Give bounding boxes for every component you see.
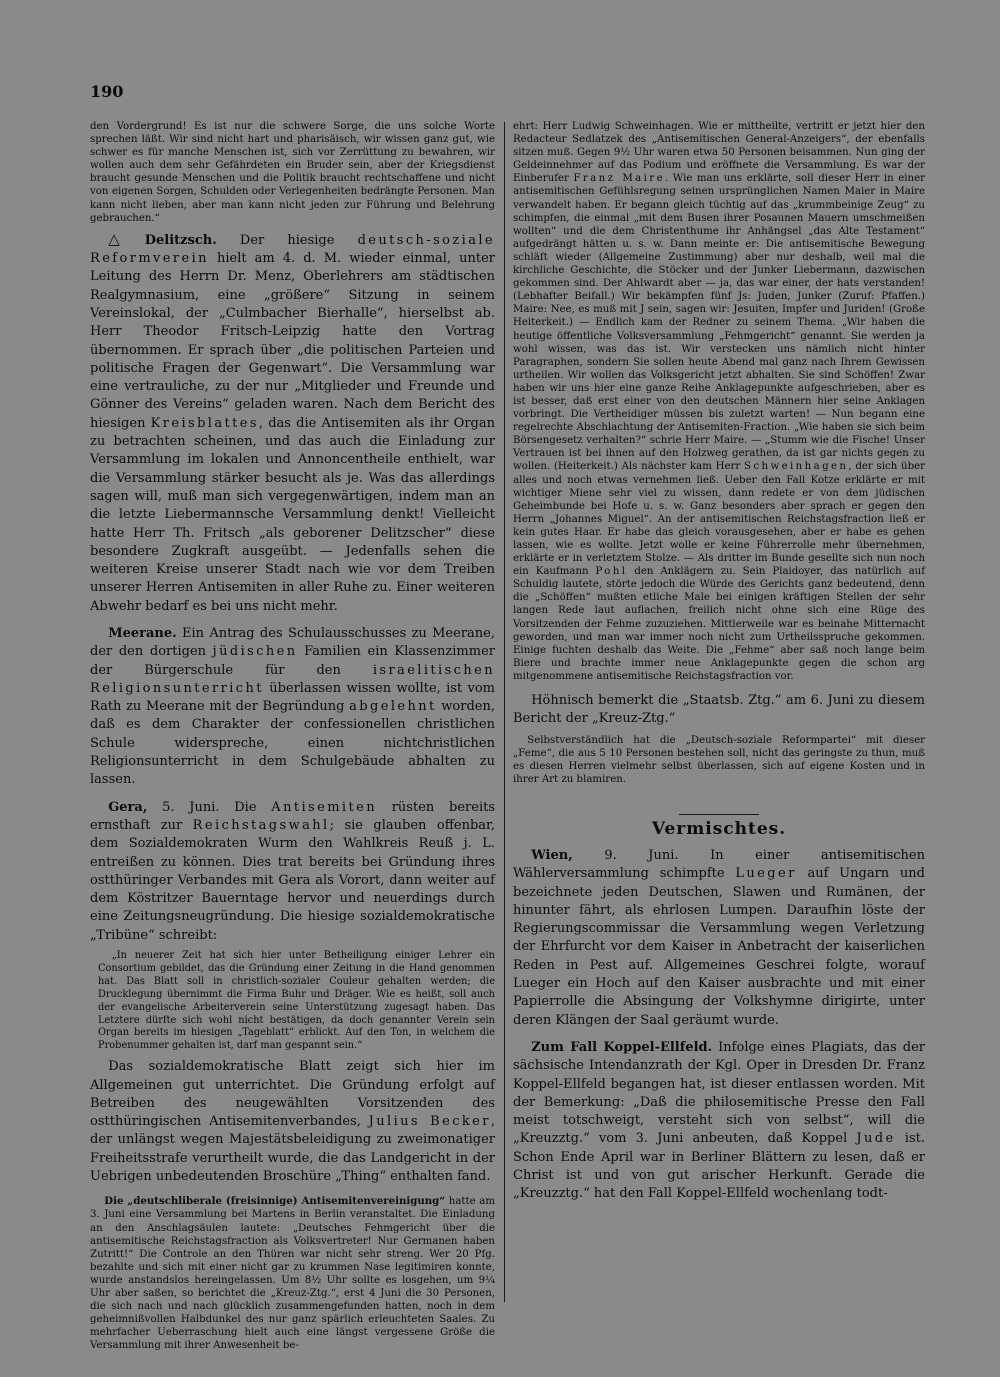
- article-meerane: [90, 625, 495, 790]
- staatsb-quote: Selbstverständlich hat die „Deutsch-soziale Reformpartei“ mit dieser „Feme“, die aus 5 10 Personen bestehen soll, nicht das geringste zu thun, muß es diesen Herren vielmehr selbst überlassen, sich auf eigene Kosten und in ihrer Art zu blamiren.: [513, 734, 925, 785]
- spaced-term: Jude: [856, 1131, 896, 1147]
- spaced-term: Franz Maire: [573, 173, 665, 185]
- dateline-wien: Wien,: [531, 848, 573, 863]
- spaced-term: Schweinhagen: [744, 461, 849, 473]
- text-segment: Familien ein Klassenzimmer der Bürgerschule für den: [90, 644, 495, 678]
- dateline-delitzsch: Delitzsch.: [144, 232, 217, 248]
- text-segment: worden, daß es dem Charakter der confessionellen christlichen Schule widerspreche, einen nichtchristlichen Religionsunterricht in dem Schulgebäude abhalten zu lassen.: [90, 699, 495, 788]
- text-segment: Infolge eines Plagiats, das der sächsische Intendanzrath der Kgl. Oper in Dresden Dr. Franz Koppel-Ellfeld begangen hat, ist dieser entlassen worden. Mit der Bemerkung: „Daß die philosemitische Presse den Fall meist totschweigt, versteht sich von selbst“, will die „Kreuzztg.“ vom 3. Juni anbeuten, daß Koppel: [513, 1039, 925, 1147]
- triangle-symbol: △: [108, 229, 139, 248]
- spaced-term: Lueger: [735, 866, 797, 882]
- column-divider: [504, 122, 505, 1302]
- text-segment: überlassen wissen wollte, ist vom Rath zu Meerane mit der Begründung: [90, 680, 495, 715]
- text-segment: Das sozialdemokratische Blatt zeigt sich hier im Allgemeinen gut unterrichtet. Die Gründung erfolgt auf Betreiben des neugewählten Vorsitzenden des ostthüringischen Antisemitenverbandes,: [90, 1059, 495, 1130]
- text-segment: 9. Juni. In einer antisemitischen Wählerversammlung schimpfte: [513, 848, 925, 882]
- article-gera: [90, 799, 495, 945]
- page-number: 190: [90, 82, 124, 101]
- section-title: Vermischtes.: [651, 819, 787, 839]
- spaced-term: deutsch-soziale Reformverein: [90, 232, 495, 267]
- text-segment: , das die Antisemiten als ihr Organ zu betrachten scheinen, und das auch die Einladung zur Versammlung im lokalen und Annoncentheile enthielt, war die Versammlung stärker besucht als je. Was das allerdings sagen will, muß man sich vergegenwärtigen, indem man an die letzte Liebermannsche Versammlung denkt! Vielleicht hatte Herr Th. Fritsch „als geborener Delitzscher“ diese besondere Zugkraft ausgeübt. — Jedenfalls sehen die weiteren Kreise unserer Stadt nach wie vor dem Treiben unserer Herren Antisemiten in aller Ruhe zu. Einer weiteren Abwehr bedarf es bei uns nicht mehr.: [90, 415, 495, 614]
- spaced-term: Pohl: [595, 566, 628, 578]
- text-segment: ist. Schon Ende April war in Berliner Blättern zu lesen, daß er Christ ist und von gut arischer Herkunft. Gerade die „Kreuzztg.“ hat den Fall Koppel-Ellfeld wochenlang todt-: [513, 1131, 925, 1202]
- spaced-term: abgelehnt: [349, 699, 437, 715]
- text-segment: ehrt: Herr Ludwig Schweinhagen. Wie er mittheilte, vertritt er jetzt hier den Redacteur Sedlatzek des „Antisemitischen General-Anzeigers“, der ebenfalls sitzen muß. Gegen 9½ Uhr waren etwa 50 Personen beisammen. Nun ging der Geldeinnehmer auf das Podium und eröffnete die Versammlung. Es war der Einberufer: [513, 121, 925, 185]
- spaced-term: israelitischen Religionsunterricht: [90, 662, 495, 696]
- text-segment: . Wie man uns erklärte, soll dieser Herr in einer antisemitischen Gefühlsregung seinen ursprünglichen Namen Maier in Maire verwandelt haben. Er begann gleich tüchtig auf das „krummbeinige Zeug“ zu schimpfen, die einmal „mit dem Busen ihrer Posaunen Mauern umschmeißen wollten“ und die dem Christenthume ihr Anhängsel „das Alte Testament“ aufgedrängt hätten u. s. w. Dann meinte er: Die antisemitische Bewegung schläft wieder (Allgemeine Zustimmung) aber nur deshalb, weil mal die kirchliche Geschichte, die Stöcker und der Junker Liebermann, dazwischen gekommen sind. Der Ahlwardt aber — ja, das war einer, der hats verstanden! (Lebhafter Beifall.) Wir bekämpfen fünf Js: Juden, Junker (Zuruf: Pfaffen.) Maire: Nee, es muß mit J sein, sagen wir: Jesuiten, Impfer und Juriden! (Große Heiterkeit.) — Endlich kam der Redner zu seinem Thema. „Wir haben die heutige öffentliche Volksversammlung „Fehmgericht“ genannt. Sie werden ja wohl wissen, was das ist. Wir verstecken uns nämlich nicht hinter Paragraphen, sondern Sie sollen heute Abend mal ganz nach Ihrem Gewissen urtheilen. Wir wollen das Volksgericht jetzt abhalten. Sie sind Schöffen! Zwar haben wir uns hier eine ganze Reihe Anklagepunkte aufgeschrieben, aber es ist besser, daß erst einer von den deutschen Männern hier seine Anklagen vorbringt. Die Vertheidiger müssen bis zuletzt warten! — Nun begann eine regelrechte Abschlachtung der Antisemiten-Fraction. „Wie haben sie sich beim Börsengesetz verhalten?“ schrie Herr Maire. — „Stumm wie die Fische! Unser Vertrauen ist bei ihnen auf den Holzweg gerathen, da ist gar nichts gegen zu wollen. (Heiterkeit.) Als nächster kam Herr: [513, 173, 925, 473]
- article-antisemitenvereinigung: [90, 1195, 495, 1352]
- staatsb-comment: Höhnisch bemerkt die „Staatsb. Ztg.“ am 6. Juni zu diesem Bericht der „Kreuz-Ztg.“: [513, 693, 925, 727]
- headline-koppel-ellfeld: Zum Fall Koppel-Ellfeld.: [531, 1039, 713, 1055]
- text-segment: auf Ungarn und bezeichnete jeden Deutschen, Slawen und Rumänen, der hinunter fährt, als ehrlosen Lumpen. Daraufhin löste der Regierungscommissar die Versammlung wegen Verletzung der Ehrfurcht vor dem Kaiser in Anbetracht der kaiserlichen Reden in Pest auf. Allgemeines Geschrei folgte, worauf Lueger ein Hoch auf den Kaiser ausbrachte und mit einer Papierrolle die Absingung der Volkshymne dirigirte, unter deren Klängen der Saal geräumt wurde.: [513, 866, 925, 1028]
- article-wien: [513, 847, 925, 1030]
- article-continuation: den Vordergrund! Es ist nur die schwere Sorge, die uns solche Worte sprechen läßt. Wir sind nicht hart und pharisäisch, wir wissen ganz gut, wie schwer es für manche Menschen ist, sich vor Zerrüttung zu bewahren, wir wollen auch dem sehr Gefährdeten ein Bruder sein, aber der Kriegsdienst braucht gesunde Menschen und die Politik braucht rechtschaffene und nicht von eigenen Sorgen, Schulden oder Verlegenheiten bedrängte Personen. Man kann nicht lieben, aber man kann nicht jeden zur Führung und Belehrung gebrauchen.“: [90, 121, 495, 224]
- article-koppel-ellfeld: [513, 1039, 925, 1204]
- text-segment: , der sich über alles und noch etwas vernehmen ließ. Ueber den Fall Kotze erklärte er mit wichtiger Miene sehr viel zu wissen, dann redete er von dem jüdischen Geheimbunde bei Hofe u. s. w. Ganz besonders aber sprach er gegen den Herrn „Johannes Miguel“. An der antisemitischen Reichstagsfraction ließ er kein gutes Haar. Er habe das gleich vorausgesehen, aber er habe es gehen lassen, wie es wollte. Jetzt wolle er keine Führerrolle mehr übernehmen, erklärte er in verletztem Stolze. — Als dritter im Bunde gesellte sich nun noch ein Kaufmann: [513, 461, 925, 578]
- text-segment: rüsten bereits ernsthaft zur: [90, 799, 495, 833]
- quoted-passage: „In neuerer Zeit hat sich hier unter Betheiligung einiger Lehrer ein Consortium gebildet, das die Gründung einer Zeitung in die Hand genommen hat. Das Blatt soll in christlich-sozialer Couleur gehalten werden; die Drucklegung übernimmt die Firma Buhr und Dräger. Wie es heißt, soll auch der evangelische Arbeiterverein seine Unterstützung zugesagt haben. Das Letztere dürfte sich wohl nicht bestätigen, da doch genannter Verein sein Organ bereits im hiesigen „Tageblatt“ erblickt. Auf den Ton, in welchem die Probenummer gehalten ist, darf man gespannt sein.“: [98, 950, 495, 1052]
- spaced-term: jüdischen: [212, 644, 298, 660]
- text-segment: 5. Juni. Die: [147, 799, 272, 815]
- spaced-term: Julius Becker: [368, 1114, 491, 1130]
- dateline-meerane: Meerane.: [108, 625, 177, 641]
- text-segment: hatte am 3. Juni eine Versammlung bei Martens in Berlin veranstaltet. Die Einladung an den Anschlagsäulen lautete: „Deutsches Fehmgericht über die antisemitische Reichstagsfraction als Volksvertreter! Nur Germanen haben Zutritt!“ Die Controle an den Thüren war nicht sehr streng. Wer 20 Pfg. bezahlte und sich mit einer nicht gar zu krummen Nase legitimiren konnte, wurde anstandslos hereingelassen. Um 8½ Uhr sollte es losgehen, um 9¼ Uhr aber saßen, so berichtet die „Kreuz-Ztg.“, erst 4 Juni die 30 Personen, die sich nach und nach glücklich zusammengefunden hatten, noch in dem geheimnißvollen Halbdunkel des nur ganz spärlich erleuchteten Saales. Zu mehrfacher Ueberraschung hielt auch eine längst vergessene Größe die Versammlung mit ihrer Anwesenheit be-: [90, 1196, 495, 1352]
- right-column: [513, 120, 925, 1204]
- spaced-term: Reichstagswahl: [192, 817, 330, 833]
- article-fehmgericht-continuation: [513, 120, 925, 683]
- spaced-term: Antisemiten: [271, 799, 377, 815]
- text-segment: , der unlängst wegen Majestätsbeleidigung zu zweimonatiger Freiheitsstrafe verurtheilt wurde, die das Landgericht in der Uebrigen unbedeutenden Broschüre „Thing“ enthalten fand.: [90, 1114, 495, 1185]
- article-delitzsch: [90, 230, 495, 616]
- section-rule: [679, 814, 759, 815]
- text-segment: Der hiesige: [216, 232, 358, 248]
- text-segment: hielt am 4. d. M. wieder einmal, unter Leitung des Herrn Dr. Menz, Oberlehrers am städtischen Realgymnasium, eine „größere“ Sitzung in seinem Vereinslokal, der „Culmbacher Bierhalle“, hierselbst ab. Herr Theodor Fritsch-Leipzig hatte den Vortrag übernommen. Er sprach über „die politischen Parteien und politische Fragen der Gegenwart“. Die Versammlung war eine vertrauliche, zu der nur „Mitglieder und Freunde und Gönner des Vereins“ geladen waren. Nach dem Bericht des hiesigen: [90, 251, 495, 431]
- headline-antisemitenvereinigung: Die „deutschliberale (freisinnige) Antisemitenvereinigung“: [104, 1195, 446, 1208]
- spaced-term: Kreisblattes: [150, 415, 259, 431]
- text-segment: ; sie glauben offenbar, dem Sozialdemokraten Wurm den Wahlkreis Reuß j. L. entreißen zu können. Dies trat bereits bei Gründung ihres ostthüringer Verbandes mit Gera als Vorort, dann weiter auf dem Köstritzer Bauerntage hervor und neuerdings durch eine Zeitungsneugründung. Die hiesige sozialdemokratische „Tribüne“ schreibt:: [90, 817, 495, 943]
- left-column: [90, 120, 495, 1352]
- text-segment: den Anklägern zu. Sein Plaidoyer, das natürlich auf Schuldig lautete, störte jedoch die Würde des Gerichts ganz bedeutend, denn die „Schöffen“ mußten etliche Male bei einigen kräftigen Stellen der sehr langen Rede laut auflachen, freilich nicht ohne sich eine Rüge des Vorsitzenden der Fehme zuzuziehen. Mittlerweile war es beinahe Mitternacht geworden, und man war immer noch nicht zum Urtheilsspruche gekommen. Einige fuchten deshalb das Weite. Die „Fehme“ aber saß noch lange beim Biere und brachte immer neue Anklagepunkte gegen die schon arg mitgenommene antisemitische Reichstagsfraction vor.: [513, 566, 925, 682]
- dateline-gera: Gera,: [108, 799, 148, 815]
- text-segment: Ein Antrag des Schulausschusses zu Meerane, der den dortigen: [90, 625, 495, 660]
- article-gera-continued: [90, 1058, 495, 1186]
